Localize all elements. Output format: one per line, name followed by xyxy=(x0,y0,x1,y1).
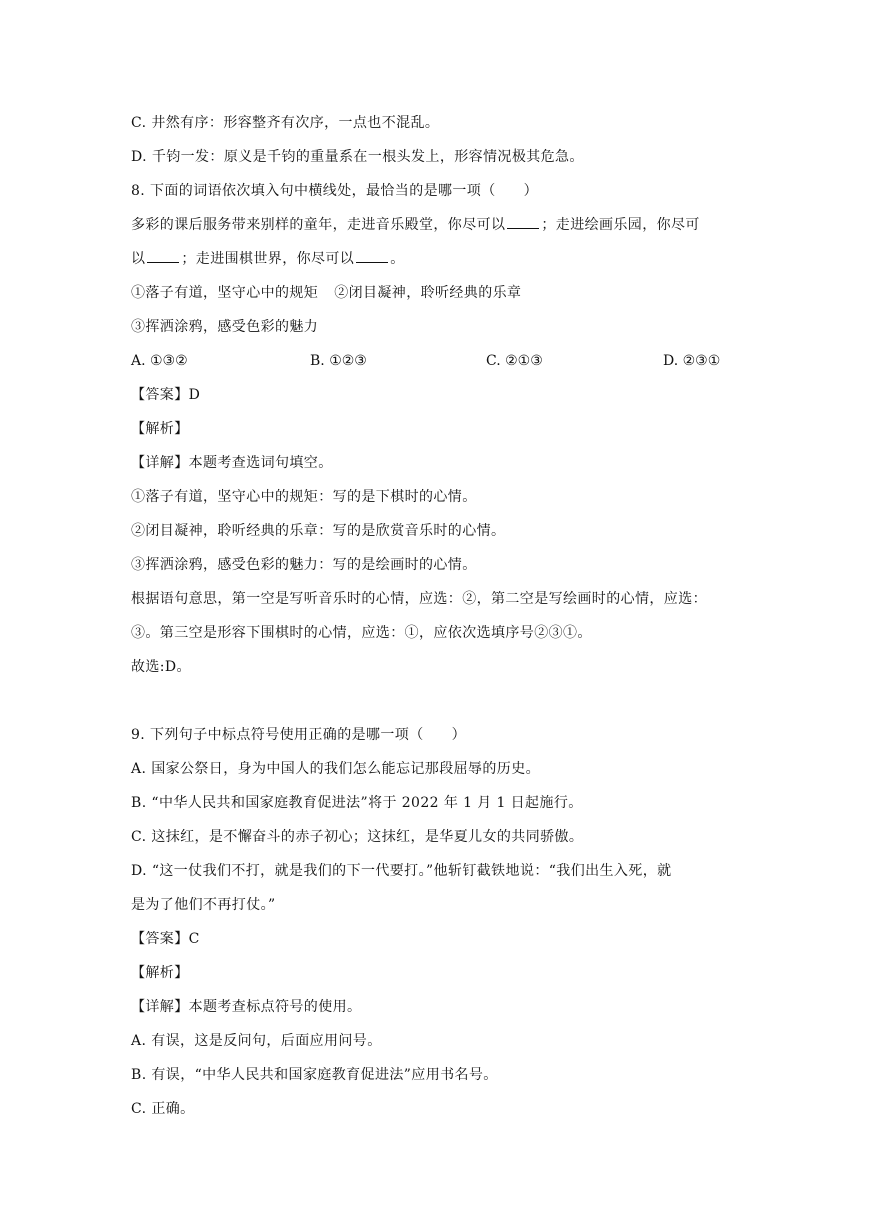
q8-explanation-3: ③挥洒涂鸦，感受色彩的魅力：写的是绘画时的心情。 xyxy=(131,557,477,573)
q8-sentence-line2 xyxy=(131,249,405,269)
q9-option-d-line1: D. “这一仗我们不打，就是我们的下一代要打。”他斩钉截铁地说：“我们出生入死，就 xyxy=(131,863,672,879)
q8-option-c: C. ②①③ xyxy=(486,353,543,369)
fill-blank-2 xyxy=(147,250,179,263)
q9-option-a: A. 国家公祭日，身为中国人的我们怎么能忘记那段屈辱的历史。 xyxy=(131,761,541,777)
q8-phrase-3: ③挥洒涂鸦，感受色彩的魅力 xyxy=(131,319,319,335)
q8-analysis: 【解析】 xyxy=(131,421,189,437)
q8-answer: 【答案】D xyxy=(131,387,201,403)
q8-sentence-line1 xyxy=(131,215,700,235)
q9-answer: 【答案】C xyxy=(131,931,200,947)
q9-option-c: C. 这抹红，是不懈奋斗的赤子初心；这抹红，是华夏儿女的共同骄傲。 xyxy=(131,829,584,845)
q8-option-b: B. ①②③ xyxy=(310,353,367,369)
q8-stem-close: ） xyxy=(523,183,539,199)
q8-explanation-2: ②闭目凝神，聆听经典的乐章：写的是欣赏音乐时的心情。 xyxy=(131,523,506,539)
q8-sentence1-a: 多彩的课后服务带来别样的童年，走进音乐殿堂，你尽可以 xyxy=(131,217,506,233)
fill-blank-1 xyxy=(507,216,539,229)
q8-sentence2-a: 以 xyxy=(131,251,146,267)
q9-explanation-b: B. 有误，“中华人民共和国家庭教育促进法”应用书名号。 xyxy=(131,1067,498,1083)
q8-option-d: D. ②③① xyxy=(663,353,721,369)
q8-explanation-4a: 根据语句意思，第一空是写听音乐时的心情，应选：②，第二空是写绘画时的心情，应选： xyxy=(131,591,707,607)
fill-blank-3 xyxy=(356,250,388,263)
q8-sentence2-c: 。 xyxy=(390,251,405,267)
q8-stem xyxy=(131,181,538,201)
q9-stem xyxy=(131,725,466,745)
q8-conclusion: 故选:D。 xyxy=(131,659,191,675)
q8-detail: 【详解】本题考查选词句填空。 xyxy=(131,455,333,471)
q9-detail: 【详解】本题考查标点符号的使用。 xyxy=(131,999,362,1015)
q8-phrases-line1 xyxy=(131,283,521,303)
q9-option-d-line2: 是为了他们不再打仗。” xyxy=(131,897,276,913)
q9-explanation-c: C. 正确。 xyxy=(131,1101,195,1117)
q8-explanation-4b: ③。第三空是形容下围棋时的心情，应选：①，应依次选填序号②③①。 xyxy=(131,625,592,641)
q8-phrase-2: ②闭目凝神，聆听经典的乐章 xyxy=(334,285,522,301)
q8-stem-text: 8. 下面的词语依次填入句中横线处，最恰当的是哪一项（ xyxy=(131,183,496,199)
q9-analysis: 【解析】 xyxy=(131,965,189,981)
q8-sentence2-b: ；走进围棋世界，你尽可以 xyxy=(181,251,355,267)
q8-option-a: A. ①③② xyxy=(131,353,188,369)
q9-stem-text: 9. 下列句子中标点符号使用正确的是哪一项（ xyxy=(131,727,424,743)
q8-phrase-1: ①落子有道，坚守心中的规矩 xyxy=(131,285,319,301)
q9-explanation-a: A. 有误，这是反问句，后面应用问号。 xyxy=(131,1033,382,1049)
q8-sentence1-b: ；走进绘画乐园，你尽可 xyxy=(541,217,700,233)
q7-option-d: D. 千钧一发：原义是千钧的重量系在一根头发上，形容情况极其危急。 xyxy=(131,149,584,165)
q8-explanation-1: ①落子有道，坚守心中的规矩：写的是下棋时的心情。 xyxy=(131,489,477,505)
q9-option-b: B. “中华人民共和国家庭教育促进法”将于 2022 年 1 月 1 日起施行。 xyxy=(131,795,583,811)
q9-stem-close: ） xyxy=(451,727,467,743)
q7-option-c: C. 井然有序：形容整齐有次序，一点也不混乱。 xyxy=(131,115,440,131)
